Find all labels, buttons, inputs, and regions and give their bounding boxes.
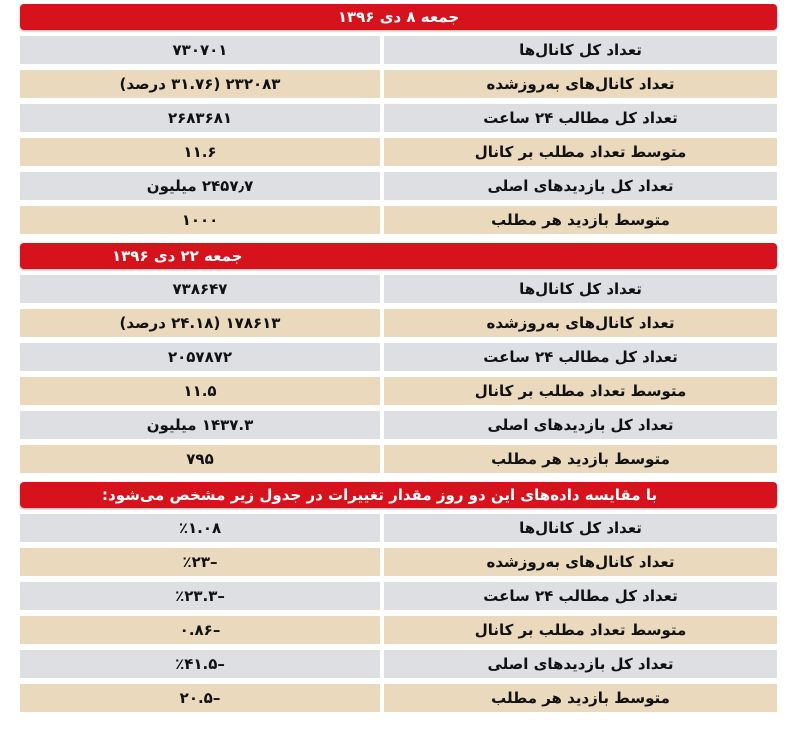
row-value: –۰.۸۶ xyxy=(20,616,380,644)
row-label: تعداد کل بازدیدهای اصلی xyxy=(384,411,777,439)
row-value: ۲۳۲۰۸۳ (۳۱.۷۶ درصد) xyxy=(20,70,380,98)
row-label: تعداد کل کانال‌ها xyxy=(384,514,777,542)
row-label: متوسط بازدید هر مطلب xyxy=(384,445,777,473)
row-label: تعداد کانال‌های به‌روزشده xyxy=(384,70,777,98)
row-value: ۲۶۸۳۶۸۱ xyxy=(20,104,380,132)
table-row xyxy=(20,138,777,166)
row-value: –٪۴۱.۵ xyxy=(20,650,380,678)
table-row xyxy=(20,377,777,405)
section-header: جمعه ۲۲ دی ۱۳۹۶ xyxy=(20,243,777,269)
table-row xyxy=(20,309,777,337)
section-header: جمعه ۸ دی ۱۳۹۶ xyxy=(20,4,777,30)
row-label: تعداد کانال‌های به‌روزشده xyxy=(384,309,777,337)
row-value: –٪۲۳.۳ xyxy=(20,582,380,610)
row-label: تعداد کل مطالب ۲۴ ساعت xyxy=(384,343,777,371)
table-row xyxy=(20,582,777,610)
row-value: ۷۳۸۶۴۷ xyxy=(20,275,380,303)
table-row xyxy=(20,650,777,678)
section-day-2 xyxy=(20,243,777,473)
row-value: ۱۱.۵ xyxy=(20,377,380,405)
table-row xyxy=(20,616,777,644)
section-header: با مقایسه داده‌های این دو روز مقدار تغییرات در جدول زیر مشخص می‌شود: xyxy=(20,482,777,508)
table-row xyxy=(20,343,777,371)
row-value: ۷۹۵ xyxy=(20,445,380,473)
row-label: متوسط تعداد مطلب بر کانال xyxy=(384,377,777,405)
row-label: متوسط تعداد مطلب بر کانال xyxy=(384,138,777,166)
row-label: تعداد کل مطالب ۲۴ ساعت xyxy=(384,104,777,132)
row-value: ۱۴۳۷.۳ میلیون xyxy=(20,411,380,439)
table-row xyxy=(20,548,777,576)
table-row xyxy=(20,684,777,712)
table-row xyxy=(20,70,777,98)
table-row xyxy=(20,275,777,303)
table-row xyxy=(20,172,777,200)
table-row xyxy=(20,445,777,473)
row-value: ۲۴۵۷٫۷ میلیون xyxy=(20,172,380,200)
row-label: تعداد کل بازدیدهای اصلی xyxy=(384,172,777,200)
row-value: ۲۰۵۷۸۷۲ xyxy=(20,343,380,371)
row-label: متوسط تعداد مطلب بر کانال xyxy=(384,616,777,644)
row-label: تعداد کل بازدیدهای اصلی xyxy=(384,650,777,678)
row-label: متوسط بازدید هر مطلب xyxy=(384,684,777,712)
row-label: تعداد کانال‌های به‌روزشده xyxy=(384,548,777,576)
table-row xyxy=(20,206,777,234)
row-value: ۷۳۰۷۰۱ xyxy=(20,36,380,64)
row-value: ۱۰۰۰ xyxy=(20,206,380,234)
row-value: ٪۱.۰۸ xyxy=(20,514,380,542)
table-row xyxy=(20,104,777,132)
row-label: متوسط بازدید هر مطلب xyxy=(384,206,777,234)
table-row xyxy=(20,36,777,64)
table-row xyxy=(20,411,777,439)
row-value: ۱۷۸۶۱۳ (۲۴.۱۸ درصد) xyxy=(20,309,380,337)
section-day-1 xyxy=(20,4,777,234)
row-label: تعداد کل کانال‌ها xyxy=(384,36,777,64)
row-label: تعداد کل مطالب ۲۴ ساعت xyxy=(384,582,777,610)
table-row xyxy=(20,514,777,542)
row-value: –۲۰.۵ xyxy=(20,684,380,712)
row-label: تعداد کل کانال‌ها xyxy=(384,275,777,303)
section-comparison xyxy=(20,482,777,712)
row-value: –٪۲۳ xyxy=(20,548,380,576)
row-value: ۱۱.۶ xyxy=(20,138,380,166)
